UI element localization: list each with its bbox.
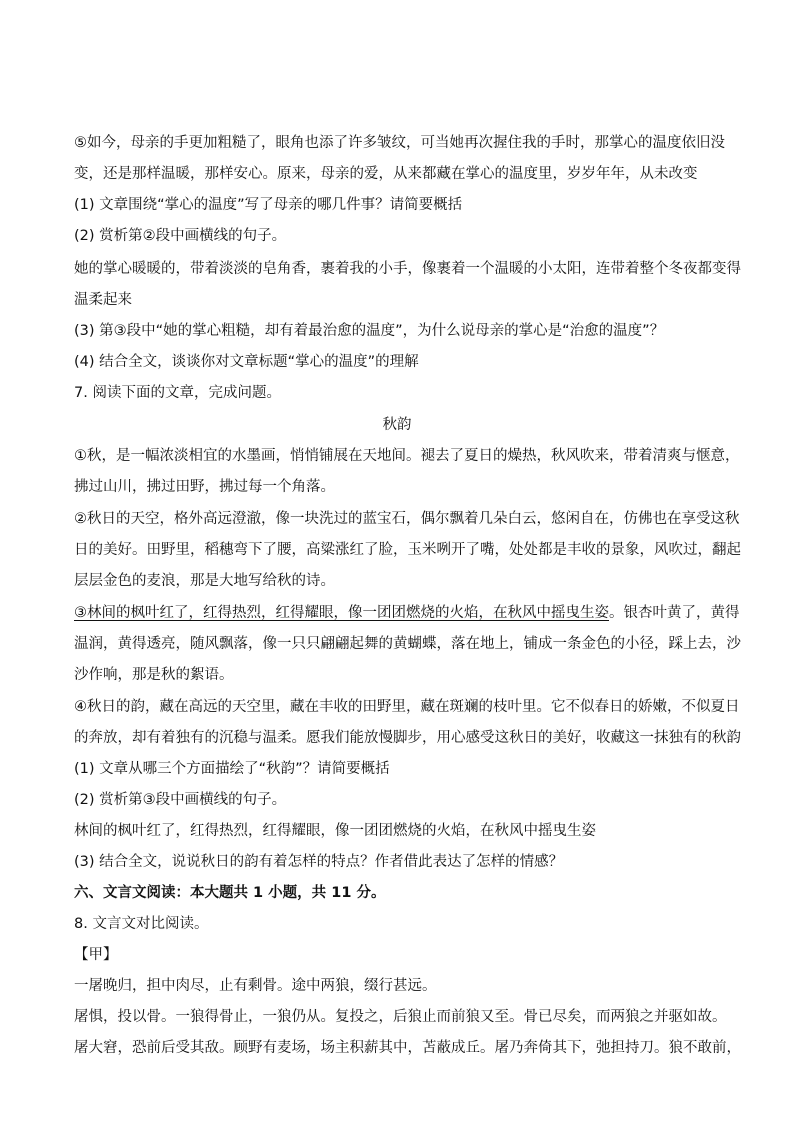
quoted-sentence: 林间的枫叶红了，红得热烈，红得耀眼，像一团团燃烧的火焰，在秋风中摇曳生姿 bbox=[74, 823, 596, 839]
question-line: (3) 第③段中“她的掌心粗糙，却有着最治愈的温度”，为什么说母亲的掌心是“治愈的温度”？ bbox=[74, 323, 665, 339]
text-line: 变，还是那样温暖，那样安心。原来，母亲的爱，从来都藏在掌心的温度里，岁岁年年，从未改变 bbox=[74, 166, 698, 182]
text-line: 日的美好。田野里，稻穗弯下了腰，高粱涨红了脸，玉米咧开了嘴，处处都是丰收的景象，风吹过，翻起 bbox=[74, 542, 741, 558]
text-line: 沙作响，那是秋的絮语。 bbox=[74, 667, 234, 683]
quoted-sentence: 她的掌心暖暖的，带着淡淡的皂角香，裹着我的小手，像裹着一个温暖的小太阳，连带着整个冬夜都变得 bbox=[74, 261, 741, 277]
text-line: ②秋日的天空，格外高远澄澈，像一块洗过的蓝宝石，偶尔飘着几朵白云，悠闲自在，仿佛也在享受这秋 bbox=[74, 511, 740, 527]
section-heading: 六、文言文阅读：本大题共 1 小题，共 11 分。 bbox=[74, 885, 386, 901]
text-span: 。银杏叶黄了，黄得 bbox=[609, 605, 740, 621]
section-heading: 8. 文言文对比阅读。 bbox=[74, 916, 209, 932]
passage-label: 【甲】 bbox=[74, 947, 118, 963]
text-line: ①秋，是一幅浓淡相宜的水墨画，悄悄铺展在天地间。褪去了夏日的燥热，秋风吹来，带着清爽与惬意， bbox=[74, 448, 740, 464]
article-title: 秋韵 bbox=[382, 417, 412, 433]
text-line: 屠惧，投以骨。一狼得骨止，一狼仍从。复投之，后狼止而前狼又至。骨已尽矣，而两狼之并驱如故。 bbox=[74, 1009, 727, 1025]
text-line bbox=[74, 603, 740, 623]
text-line: 屠大窘，恐前后受其敌。顾野有麦场，场主积薪其中，苫蔽成丘。屠乃奔倚其下，弛担持刀。狼不敢前， bbox=[74, 1040, 741, 1056]
text-line: ④秋日的韵，藏在高远的天空里，藏在丰收的田野里，藏在斑斓的枝叶里。它不似春日的娇嫩，不似夏日 bbox=[74, 699, 740, 715]
question-line: (1) 文章围绕“掌心的温度”写了母亲的哪几件事？请简要概括 bbox=[74, 197, 463, 213]
text-line: 一屠晚归，担中肉尽，止有剩骨。途中两狼，缀行甚远。 bbox=[74, 978, 437, 994]
text-line: 拂过山川，拂过田野，拂过每一个角落。 bbox=[74, 479, 335, 495]
text-line: 温润，黄得透亮，随风飘落，像一只只翩翩起舞的黄蝴蝶，落在地上，铺成一条金色的小径，踩上去，沙 bbox=[74, 636, 741, 652]
underlined-sentence: ③林间的枫叶红了，红得热烈，红得耀眼，像一团团燃烧的火焰，在秋风中摇曳生姿 bbox=[74, 605, 609, 621]
question-line: (1) 文章从哪三个方面描绘了“秋韵”？请简要概括 bbox=[74, 761, 390, 777]
question-line: (3) 结合全文，说说秋日的韵有着怎样的特点？作者借此表达了怎样的情感？ bbox=[74, 854, 564, 870]
question-line: (4) 结合全文，谈谈你对文章标题“掌心的温度”的理解 bbox=[74, 354, 419, 370]
text-line: 层层金色的麦浪，那是大地写给秋的诗。 bbox=[74, 573, 335, 589]
question-line: (2) 赏析第③段中画横线的句子。 bbox=[74, 792, 287, 808]
section-heading: 7. 阅读下面的文章，完成问题。 bbox=[74, 385, 281, 401]
text-line: 的奔放，却有着独有的沉稳与温柔。愿我们能放慢脚步，用心感受这秋日的美好，收藏这一抹独有的秋韵 bbox=[74, 730, 741, 746]
question-line: (2) 赏析第②段中画横线的句子。 bbox=[74, 228, 287, 244]
text-line: ⑤如今，母亲的手更加粗糙了，眼角也添了许多皱纹，可当她再次握住我的手时，那掌心的温度依旧没 bbox=[74, 135, 725, 151]
quoted-sentence: 温柔起来 bbox=[74, 292, 132, 308]
